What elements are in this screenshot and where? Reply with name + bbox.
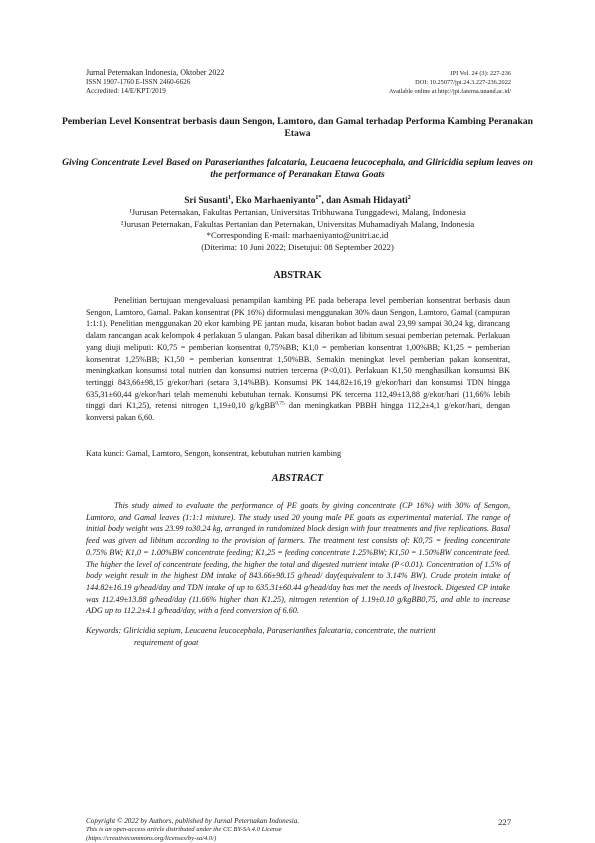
author-block [60, 196, 535, 253]
keywords [86, 625, 510, 648]
abstrak-text: Penelitian bertujuan mengevaluasi penampilan kambing PE pada beberapa level pemberian konsentrat berbasis daun Sengon, Lamtoro, Gamal. Pakan konsentrat (PK 16%) diformulasi menggunakan 30% daun Sengon, Lamtoro, Gamal (campuran 1:1:1). Penelitian menggunakan 20 ekor kambing PE jantan muda, kisaran bobot badan awal 23,99 sampai 30,24 kg, dirancang dalam rancangan acak kelompok 4 perlakuan 5 ulangan. Pakan basal diberikan ad libitum sesuai pemberian peternak. Perlakuan yang diuji meliputi: K0,75 = pemberian konsentrat 0,75%BB; K1,0 = pemberian konsentrat 1,00%BB; K1,25 = pemberian konsentrat 1,25%BB; K1,50 = pemberian konsentrat 1,50%BB. Semakin meningkat level pemberian pakan konsentrat, meningkatkan konsumsi total nutrien dan konsumsi nutrien tercerna (P<0,01). Perlakuan K1,50 menghasilkan konsumsi BK tertinggi 843,66±98,15 g/ekor/hari (setara 3,14%BB). Konsumsi PK 144,82±16,19 g/ekor/hari dan konsumsi TDN hingga 635,31±60,44 g/ekor/hari telah memenuhi kebutuhan ternak. Konsumsi PK tercerna 112,49±13,88 g/ekor/hari (11,66% lebih tinggi dari K1,25), retensi nitrogen 1,19±0,10 g/kgBB [86, 296, 510, 411]
abstract-heading: ABSTRACT [271, 473, 324, 484]
journal-header-right [389, 70, 511, 96]
copyright: Copyright © 2022 by Authors, published by Jurnal Peternakan Indonesia. [86, 817, 300, 825]
affiliation-1: ¹Jurusan Peternakan, Fakultas Pertanian, Universitas Tribhuwana Tunggadewi, Malang, Indonesia [129, 207, 466, 218]
journal-header-left [86, 68, 224, 97]
doi[interactable]: DOI: 10.25077/jpi.24.3.227-236.2022 [415, 78, 511, 86]
abstract-body: This study aimed to evaluate the performance of PE goats by giving concentrate (CP 16%) with 30% of Sengon, Lamtoro, and Gamal leaves (1:1:1 mixture). The study used 20 young male PE goats as experimental material. The range of initial body weight was 23.99 to30.24 kg, arranged in randomized block design with four treatments and five replications. Basal feed was given ad libitum according to the provision of farmers. The treatment test consists of: K0,75 = feeding concentrate 0.75% BW; K1,0 = 1.00%BW concentrate feeding; K1,25 = feeding concentrate 1.25%BW; K1,50 = 1.50%BW concentrate feed. The higher the level of concentrate feeding, the higher the total and digested nutrient intake (P<0.01). Concentration of 1.5% of body weight result in the highest DM intake of 843.66±98.15 g/head/ day(equivalent to 3.14% BW). Crude protein intake of 144.82±16.19 g/head/day and TDN intake of up to 635.31±60.44 g/head/day has met the needs of livestock. Digested CP intake was 112.49±13.88 g/head/day (11.66% higher than K1.25), nitrogen retention of 1.19±0.10 g/kgBB0,75, and able to increase ADG up to 112.2±4.1 g/head/day, with a feed conversion of 6.60. [86, 501, 510, 616]
kata-kunci: Kata kunci: Gamal, Lamtoro, Sengon, konsentrat, kebutuhan nutrien kambing [86, 449, 342, 458]
online-url[interactable]: Available online at http://jpi.faterna.unand.ac.id/ [388, 87, 511, 95]
abstrak-text-tail: dan meningkatkan PBBH hingga 112,2±4,1 g/ekor/hari, dengan konversi pakan 6,60. [86, 401, 510, 423]
volume-info: JPI Vol. 24 (3): 227-236 [450, 70, 511, 77]
submission-dates: (Diterima: 10 Juni 2022; Disetujui: 08 September 2022) [201, 241, 394, 252]
author-3: , dan Asmah Hidayati [321, 196, 408, 206]
author-2-affiliation: 1* [315, 194, 322, 201]
abstrak-superscript: 0,75 [275, 400, 285, 407]
corresponding-email[interactable]: *Corresponding E-mail: marhaeniyanto@unitri.ac.id [206, 230, 389, 241]
keywords-line-1: Keywords: Gliricidia sepium, Leucaena leucocephala, Paraserianthes falcataria, concentrate, the nutrient [86, 626, 436, 635]
title-indonesian: Pemberian Level Konsentrat berbasis daun Sengon, Lamtoro, dan Gamal terhadap Performa Kambing Peranakan Etawa [62, 116, 533, 140]
affiliation-2: ²Jurusan Peternakan, Fakultas Pertanian dan Peternakan, Universitas Muhamadiyah Malang, Indonesia [120, 218, 475, 229]
page-number: 227 [498, 817, 511, 827]
license-text: This is an open-access article distributed under the CC BY-SA 4.0 License [86, 825, 282, 833]
author-names [60, 196, 535, 207]
author-1-affiliation: 1 [227, 194, 231, 201]
author-1: Sri Susanti [184, 196, 228, 206]
journal-name: Jurnal Peternakan Indonesia, Oktober 2022 [86, 68, 225, 77]
footer-license [86, 817, 299, 843]
abstrak-heading: ABSTRAK [273, 270, 322, 281]
author-2: , Eko Marhaeniyanto [230, 196, 316, 206]
license-url[interactable]: (https://creativecommons.org/licenses/by-sa/4.0/) [86, 834, 217, 842]
abstrak-body [86, 295, 510, 424]
accreditation: Accredited: 14/E/KPT/2019 [86, 87, 166, 96]
title-english: Giving Concentrate Level Based on Paraserianthes falcataria, Leucaena leucocephala, and Gliricidia sepium leaves on the performance of Peranakan Etawa Goats [62, 157, 533, 181]
issn: ISSN 1907-1760 E-ISSN 2460-6626 [86, 77, 191, 86]
author-3-affiliation: 2 [407, 194, 411, 201]
keywords-line-2: requirement of goat [134, 637, 199, 647]
